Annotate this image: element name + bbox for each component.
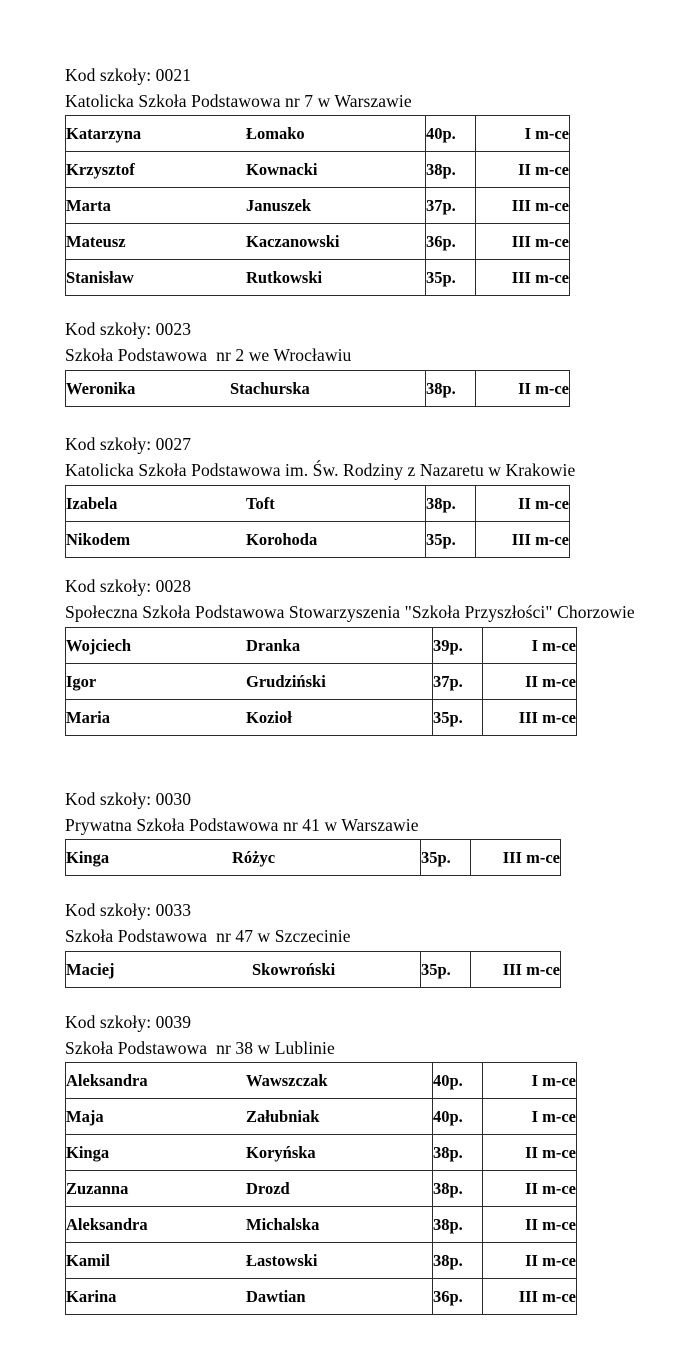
school-section-0033: [65, 897, 561, 988]
table-row: [66, 224, 570, 260]
cell-last-name: Kownacki: [246, 152, 426, 188]
school-name-label: Katolicka Szkoła Podstawowa im. Św. Rodziny z Nazaretu w Krakowie: [65, 460, 576, 480]
school-name-label: Szkoła Podstawowa nr 38 w Lublinie: [65, 1038, 335, 1058]
table-row: [66, 664, 577, 700]
cell-points: 37p.: [433, 664, 483, 700]
cell-last-name: Michalska: [246, 1207, 433, 1243]
cell-first-name: Wojciech: [66, 628, 247, 664]
cell-first-name: Zuzanna: [66, 1171, 247, 1207]
cell-place: II m-ce: [483, 1135, 577, 1171]
cell-place: I m-ce: [483, 1099, 577, 1135]
cell-first-name: Kinga: [66, 1135, 247, 1171]
cell-points: 40p.: [426, 116, 476, 152]
cell-first-name: Igor: [66, 664, 247, 700]
cell-points: 40p.: [433, 1063, 483, 1099]
school-name-label: Prywatna Szkoła Podstawowa nr 41 w Warszawie: [65, 815, 419, 835]
table-row: [66, 152, 570, 188]
cell-place: III m-ce: [483, 1279, 577, 1315]
cell-points: 38p.: [426, 486, 476, 522]
cell-last-name: Toft: [246, 486, 426, 522]
cell-first-name: Karina: [66, 1279, 247, 1315]
cell-first-name: Izabela: [66, 486, 247, 522]
school-name-label: Szkoła Podstawowa nr 2 we Wrocławiu: [65, 345, 352, 365]
school-section-0030: [65, 786, 561, 876]
cell-last-name: Drozd: [246, 1171, 433, 1207]
table-row: [66, 1135, 577, 1171]
cell-points: 38p.: [426, 371, 476, 407]
table-row: [66, 371, 570, 407]
school-code-label: Kod szkoły: 0027: [65, 434, 192, 454]
cell-first-name: Katarzyna: [66, 116, 247, 152]
table-row: [66, 1171, 577, 1207]
school-code-label: Kod szkoły: 0039: [65, 1012, 192, 1032]
cell-points: 35p.: [426, 522, 476, 558]
cell-first-name: Maja: [66, 1099, 247, 1135]
cell-place: II m-ce: [483, 1171, 577, 1207]
table-row: [66, 116, 570, 152]
cell-points: 36p.: [433, 1279, 483, 1315]
cell-last-name: Rutkowski: [246, 260, 426, 296]
school-section-0039: [65, 1009, 577, 1315]
cell-points: 38p.: [433, 1171, 483, 1207]
cell-first-name: Nikodem: [66, 522, 247, 558]
results-table: [65, 627, 577, 736]
table-row: [66, 188, 570, 224]
cell-points: 38p.: [433, 1135, 483, 1171]
table-row: [66, 1099, 577, 1135]
cell-last-name: Dranka: [246, 628, 433, 664]
cell-points: 39p.: [433, 628, 483, 664]
cell-place: III m-ce: [471, 840, 561, 876]
cell-place: III m-ce: [471, 952, 561, 988]
school-code-label: Kod szkoły: 0030: [65, 789, 192, 809]
cell-last-name: Łomako: [246, 116, 426, 152]
cell-place: III m-ce: [476, 224, 570, 260]
table-row: [66, 1063, 577, 1099]
cell-last-name: Różyc: [232, 840, 421, 876]
cell-place: III m-ce: [476, 188, 570, 224]
results-table: [65, 951, 561, 988]
cell-first-name: Kamil: [66, 1243, 247, 1279]
cell-place: II m-ce: [483, 1207, 577, 1243]
table-row: [66, 840, 561, 876]
school-name-label: Szkoła Podstawowa nr 47 w Szczecinie: [65, 926, 351, 946]
cell-first-name: Mateusz: [66, 224, 247, 260]
cell-last-name: Skowroński: [252, 952, 421, 988]
results-table: [65, 485, 570, 558]
table-row: [66, 1207, 577, 1243]
cell-place: II m-ce: [483, 1243, 577, 1279]
school-name-label: Katolicka Szkoła Podstawowa nr 7 w Warszawie: [65, 91, 412, 111]
cell-last-name: Łastowski: [246, 1243, 433, 1279]
cell-place: I m-ce: [483, 628, 577, 664]
cell-first-name: Maria: [66, 700, 247, 736]
cell-first-name: Maciej: [66, 952, 253, 988]
school-section-0027: [65, 431, 575, 558]
cell-last-name: Januszek: [246, 188, 426, 224]
school-section-0028: [65, 573, 685, 736]
cell-place: II m-ce: [476, 486, 570, 522]
school-section-0023: [65, 316, 570, 407]
results-table: [65, 839, 561, 876]
table-row: [66, 700, 577, 736]
cell-first-name: Marta: [66, 188, 247, 224]
cell-points: 38p.: [426, 152, 476, 188]
cell-first-name: Aleksandra: [66, 1207, 247, 1243]
school-code-label: Kod szkoły: 0021: [65, 65, 192, 85]
cell-first-name: Stanisław: [66, 260, 247, 296]
cell-place: II m-ce: [483, 664, 577, 700]
cell-points: 38p.: [433, 1207, 483, 1243]
cell-first-name: Kinga: [66, 840, 233, 876]
school-section-0021: [65, 62, 570, 296]
cell-first-name: Weronika: [66, 371, 231, 407]
cell-last-name: Kozioł: [246, 700, 433, 736]
school-code-label: Kod szkoły: 0033: [65, 900, 192, 920]
table-row: [66, 1279, 577, 1315]
cell-place: III m-ce: [476, 522, 570, 558]
cell-last-name: Stachurska: [230, 371, 426, 407]
cell-last-name: Koryńska: [246, 1135, 433, 1171]
table-row: [66, 260, 570, 296]
table-row: [66, 486, 570, 522]
cell-last-name: Wawszczak: [246, 1063, 433, 1099]
cell-points: 35p.: [426, 260, 476, 296]
cell-points: 35p.: [421, 840, 471, 876]
cell-place: III m-ce: [476, 260, 570, 296]
cell-place: II m-ce: [476, 152, 570, 188]
cell-points: 35p.: [421, 952, 471, 988]
cell-place: I m-ce: [476, 116, 570, 152]
table-row: [66, 522, 570, 558]
cell-place: II m-ce: [476, 371, 570, 407]
table-row: [66, 1243, 577, 1279]
cell-points: 35p.: [433, 700, 483, 736]
school-name-label: Społeczna Szkoła Podstawowa Stowarzyszenia "Szkoła Przyszłości" Chorzowie: [65, 602, 635, 622]
cell-first-name: Krzysztof: [66, 152, 247, 188]
results-table: [65, 370, 570, 407]
cell-first-name: Aleksandra: [66, 1063, 247, 1099]
cell-points: 40p.: [433, 1099, 483, 1135]
results-table: [65, 115, 570, 296]
cell-last-name: Korohoda: [246, 522, 426, 558]
cell-last-name: Grudziński: [246, 664, 433, 700]
cell-points: 37p.: [426, 188, 476, 224]
table-row: [66, 628, 577, 664]
cell-last-name: Dawtian: [246, 1279, 433, 1315]
cell-points: 38p.: [433, 1243, 483, 1279]
cell-place: I m-ce: [483, 1063, 577, 1099]
cell-place: III m-ce: [483, 700, 577, 736]
cell-points: 36p.: [426, 224, 476, 260]
cell-last-name: Kaczanowski: [246, 224, 426, 260]
school-code-label: Kod szkoły: 0023: [65, 319, 192, 339]
school-code-label: Kod szkoły: 0028: [65, 576, 192, 596]
cell-last-name: Załubniak: [246, 1099, 433, 1135]
table-row: [66, 952, 561, 988]
results-table: [65, 1062, 577, 1315]
